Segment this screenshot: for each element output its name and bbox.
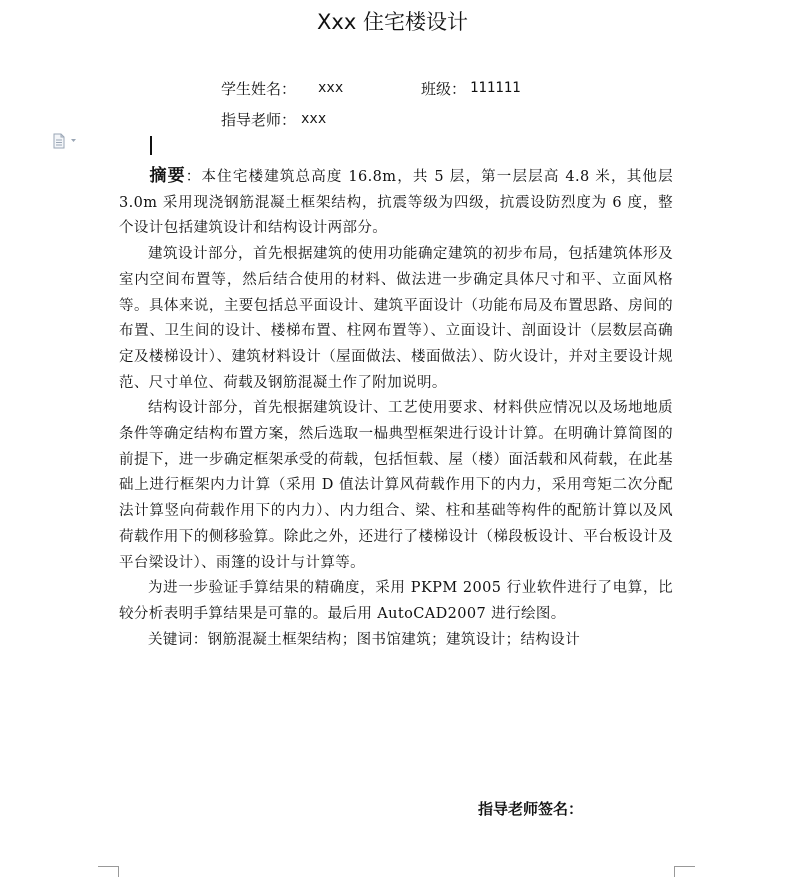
abstract-paragraph: 摘要：本住宅楼建筑总高度 16.8m，共 5 层，第一层层高 4.8 米，其他层 3.0m 采用现浇钢筋混凝土框架结构，抗震等级为四级，抗震设防烈度为 6 度，整个设计包括建筑设计和结构设计两部分。 [119, 166, 673, 237]
keywords-paragraph: 关键词：钢筋混凝土框架结构；图书馆建筑；建筑设计；结构设计 [148, 631, 581, 648]
document-dropdown-icon[interactable] [52, 133, 78, 149]
abstract-text: 本住宅楼建筑总高度 16.8m，共 5 层，第一层层高 4.8 米，其他层 3.0m 采用现浇钢筋混凝土框架结构，抗震等级为四级，抗震设防烈度为 6 度，整个设计包括建筑设计和结构设计两部分。 [119, 169, 673, 237]
class-value: 111111 [470, 80, 521, 96]
document-title: Xxx 住宅楼设计 [317, 10, 468, 34]
page-corner-mark-left [98, 866, 119, 877]
page-corner-mark-right [674, 866, 695, 877]
structure-paragraph: 结构设计部分，首先根据建筑设计、工艺使用要求、材料供应情况以及场地地质条件等确定结构布置方案，然后选取一榀典型框架进行设计计算。在明确计算简图的前提下，进一步确定框架承受的荷载，包括恒载、屋（楼）面活载和风荷载，在此基础上进行框架内力计算（采用 D 值法计算风荷载作用下的内力，采用弯矩二次分配法计算竖向荷载作用下的内力）、内力组合、梁、柱和基础等构件的配筋计算以及风荷载作用下的侧移验算。除此之外，还进行了楼梯设计（梯段板设计、平台板设计及平台梁设计）、雨篷的设计与计算等。 [119, 400, 673, 571]
architecture-paragraph: 建筑设计部分，首先根据建筑的使用功能确定建筑的初步布局，包括建筑体形及室内空间布置等，然后结合使用的材料、做法进一步确定具体尺寸和平、立面风格等。具体来说，主要包括总平面设计、建筑平面设计（功能布局及布置思路、房间的布置、卫生间的设计、楼梯布置、柱网布置等）、立面设计、剖面设计（层数层高确定及楼梯设计）、建筑材料设计（屋面做法、楼面做法）、防火设计，并对主要设计规范、尺寸单位、荷载及钢筋混凝土作了附加说明。 [119, 246, 673, 391]
class-label: 班级： [421, 80, 467, 98]
document-body[interactable] [119, 164, 673, 653]
student-name-value: xxx [318, 80, 344, 96]
advisor-signature-label: 指导老师签名： [478, 800, 584, 818]
text-cursor [150, 136, 152, 155]
abstract-label: 摘要 [149, 166, 186, 186]
student-name-label: 学生姓名： [221, 80, 297, 98]
verification-paragraph: 为进一步验证手算结果的精确度，采用 PKPM 2005 行业软件进行了电算，比较分析表明手算结果是可靠的。最后用 AutoCAD2007 进行绘图。 [119, 580, 673, 622]
advisor-value: xxx [301, 111, 327, 127]
advisor-label: 指导老师： [221, 111, 297, 129]
